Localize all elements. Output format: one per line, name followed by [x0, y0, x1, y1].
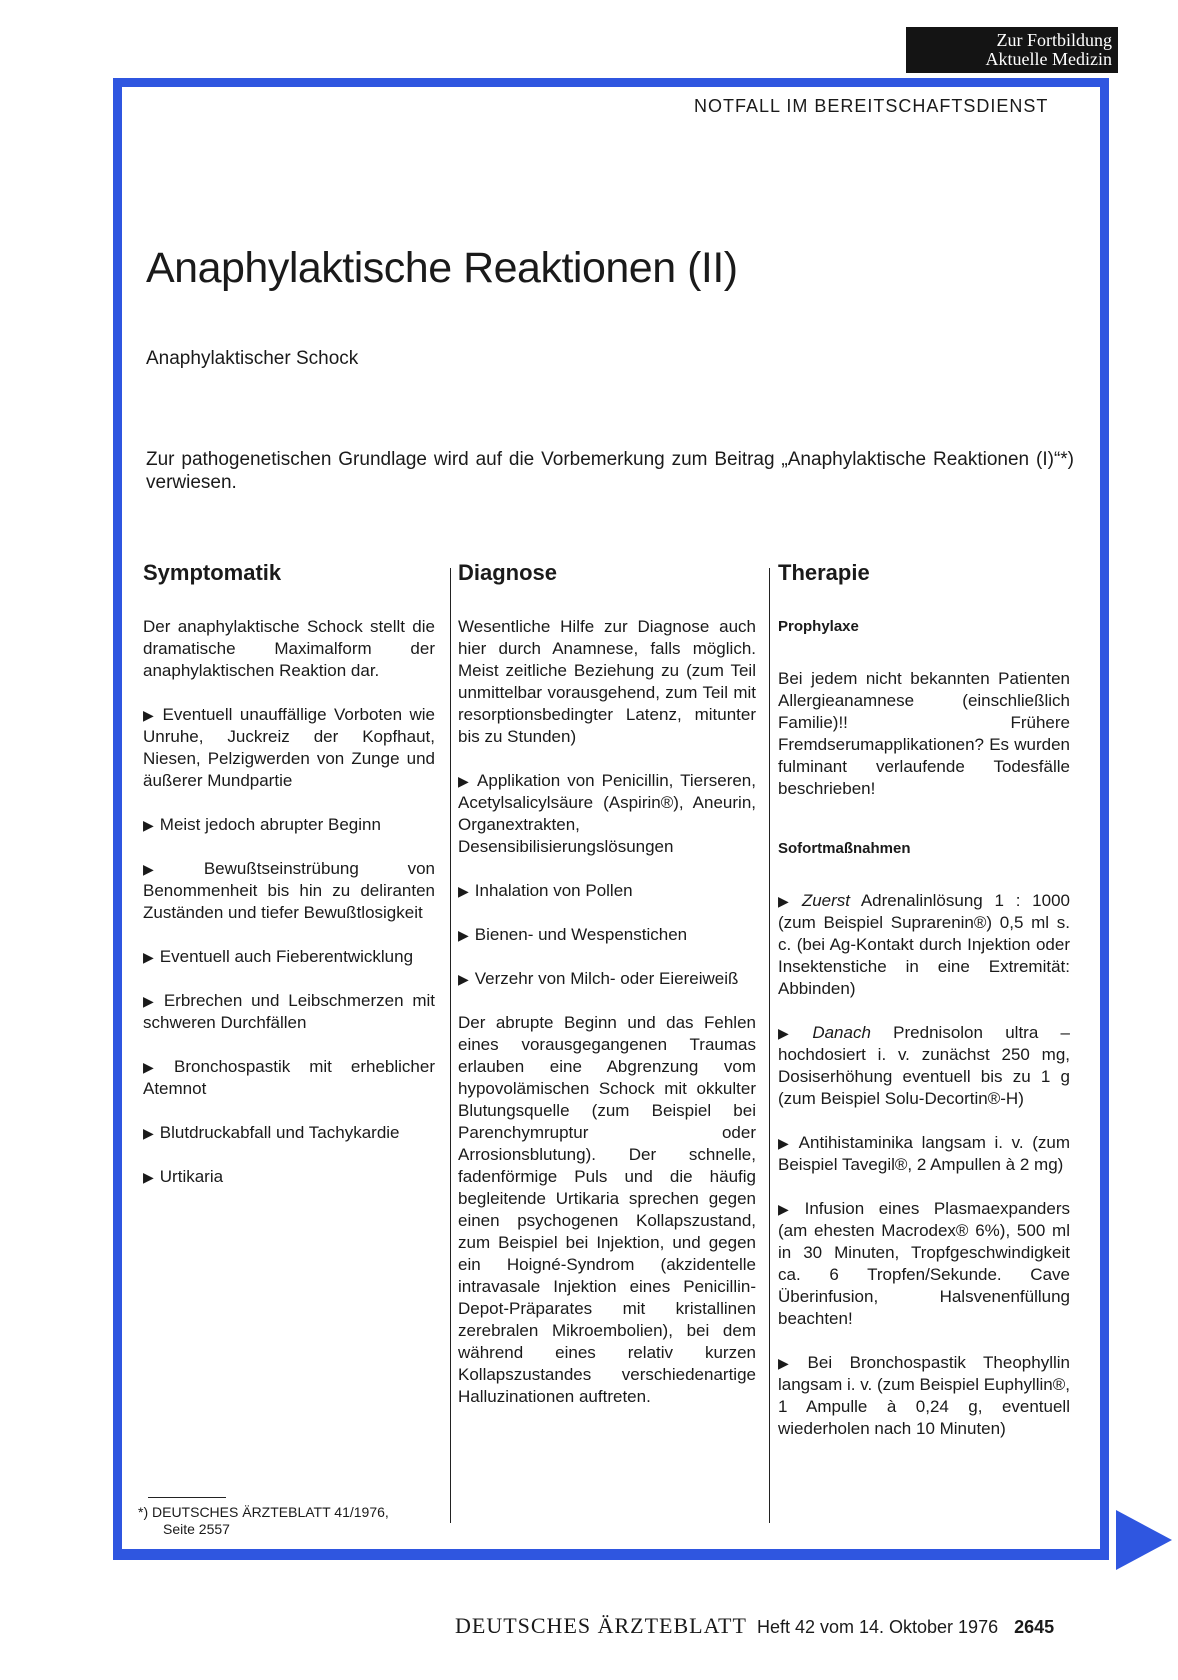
bullet-item: ▶ Antihistaminika langsam i. v. (zum Beispiel Tavegil®, 2 Ampullen à 2 mg) — [778, 1132, 1070, 1176]
column-divider — [769, 568, 770, 1523]
journal-name: DEUTSCHES ÄRZTEBLATT — [455, 1613, 747, 1638]
subheading: Prophylaxe — [778, 618, 859, 635]
paragraph: Bei jedem nicht bekannten Patienten Allergieanamnese (einschließlich Familie)!! Frühere Fremdserumapplikationen? Es wurden fulminant verlaufende Todesfälle beschrieben! — [778, 669, 1070, 798]
emphasis: Zuerst — [801, 891, 850, 910]
section-heading: Symptomatik — [143, 560, 282, 585]
section-tag-line2: Aktuelle Medizin — [985, 49, 1112, 69]
bullet-text: Adrenalinlösung 1 : 1000 (zum Beispiel Suprarenin®) 0,5 ml s. c. (bei Ag-Kontakt durch Injektion oder Insektenstiche in eine Extremität: Abbinden) — [778, 891, 1070, 998]
bullet-item: ▶ Inhalation von Pollen — [458, 880, 756, 902]
column-therapie — [778, 560, 1070, 1462]
bullet-item: ▶ Erbrechen und Leibschmerzen mit schweren Durchfällen — [143, 990, 435, 1034]
kicker: NOTFALL IM BEREITSCHAFTSDIENST — [694, 96, 1049, 116]
bullet-text: Prednisolon ultra – hochdosiert i. v. zunächst 250 mg, Dosiserhöhung eventuell bis zu 1 g (zum Beispiel Solu-Decortin®-H) — [778, 1023, 1070, 1108]
page-number: 2645 — [1014, 1617, 1055, 1637]
bullet-item: ▶ Applikation von Penicillin, Tierseren, Acetylsalicylsäure (Aspirin®), Aneurin, Organextrakten, Desensibilisierungslösungen — [458, 770, 756, 858]
issue-info: Heft 42 vom 14. Oktober 1976 — [756, 1617, 999, 1637]
bullet-item: ▶ Bronchospastik mit erheblicher Atemnot — [143, 1056, 435, 1100]
footnote-line: *) DEUTSCHES ÄRZTEBLATT 41/1976, — [138, 1504, 389, 1520]
paragraph: Der abrupte Beginn und das Fehlen eines vorausgegangenen Traumas erlauben eine Abgrenzung vom hypovolämischen Schock mit okkulter Blutungsquelle (zum Beispiel bei Parenchymruptur oder Arrosionsblutung). Der schnelle, fadenförmige Puls und die häufig begleitende Urtikaria sprechen gegen einen psychogenen Kollapszustand, zum Beispiel bei Injektion, und gegen ein Hoigné-Syndrom (akzidentelle intravasale Injektion eines Penicillin-Depot-Präparates mit kristallinen zerebralen Mikroembolien), bei dem während eines relativ kurzen Kollapszustandes verschiedenartige Halluzinationen auftreten. — [458, 1013, 756, 1406]
footnote-line: Seite 2557 — [163, 1521, 230, 1537]
page-footer — [455, 1613, 1054, 1639]
footnote-rule — [148, 1497, 226, 1498]
bullet-item: ▶ Bienen- und Wespenstichen — [458, 924, 756, 946]
intro-paragraph: Zur pathogenetischen Grundlage wird auf die Vorbemerkung zum Beitrag „Anaphylaktische Reaktionen (I)“*) verwiesen. — [146, 449, 1074, 493]
article-title: Anaphylaktische Reaktionen (II) — [146, 244, 738, 292]
bullet-item: ▶ Blutdruckabfall und Tachykardie — [143, 1122, 435, 1144]
bullet-item — [778, 1022, 1070, 1110]
paragraph: Wesentliche Hilfe zur Diagnose auch hier durch Anamnese, falls möglich. Meist zeitliche Beziehung zu (zum Teil unmittelbar vorausgehend, zum Teil mit resorptionsbedingter Latenz, mitunter bis zu Stunden) — [458, 617, 756, 746]
column-diagnose — [458, 560, 756, 1430]
paragraph: Der anaphylaktische Schock stellt die dramatische Maximalform der anaphylaktischen Reaktion dar. — [143, 617, 435, 680]
bullet-item: ▶ Eventuell unauffällige Vorboten wie Unruhe, Juckreiz der Kopfhaut, Niesen, Pelzigwerden von Zunge und äußerer Mundpartie — [143, 704, 435, 792]
bullet-item — [778, 890, 1070, 1000]
emphasis: Danach — [812, 1023, 871, 1042]
section-tag — [906, 27, 1118, 73]
section-heading: Therapie — [778, 560, 870, 585]
column-symptomatik — [143, 560, 435, 1210]
bullet-item: ▶ Eventuell auch Fieberentwicklung — [143, 946, 435, 968]
bullet-item: ▶ Bei Bronchospastik Theophyllin langsam i. v. (zum Beispiel Euphyllin®, 1 Ampulle à 0,24 g, eventuell wiederholen nach 10 Minuten) — [778, 1352, 1070, 1440]
continue-arrow-icon — [1116, 1510, 1172, 1570]
bullet-item: ▶ Infusion eines Plasmaexpanders (am ehesten Macrodex® 6%), 500 ml in 30 Minuten, Tropfgeschwindigkeit ca. 6 Tropfen/Sekunde. Cave Überinfusion, Halsvenenfüllung beachten! — [778, 1198, 1070, 1330]
footnote — [138, 1504, 438, 1538]
subheading: Sofortmaßnahmen — [778, 840, 911, 857]
section-tag-line1: Zur Fortbildung — [996, 30, 1112, 50]
bullet-item: ▶ Bewußtseinstrübung von Benommenheit bis hin zu deliranten Zuständen und tiefer Bewußtlosigkeit — [143, 858, 435, 924]
bullet-item: ▶ Verzehr von Milch- oder Eiereiweiß — [458, 968, 756, 990]
article-subtitle: Anaphylaktischer Schock — [146, 348, 359, 369]
bullet-item: ▶ Meist jedoch abrupter Beginn — [143, 814, 435, 836]
column-divider — [450, 568, 451, 1523]
section-heading: Diagnose — [458, 560, 558, 585]
bullet-item: ▶ Urtikaria — [143, 1166, 435, 1188]
